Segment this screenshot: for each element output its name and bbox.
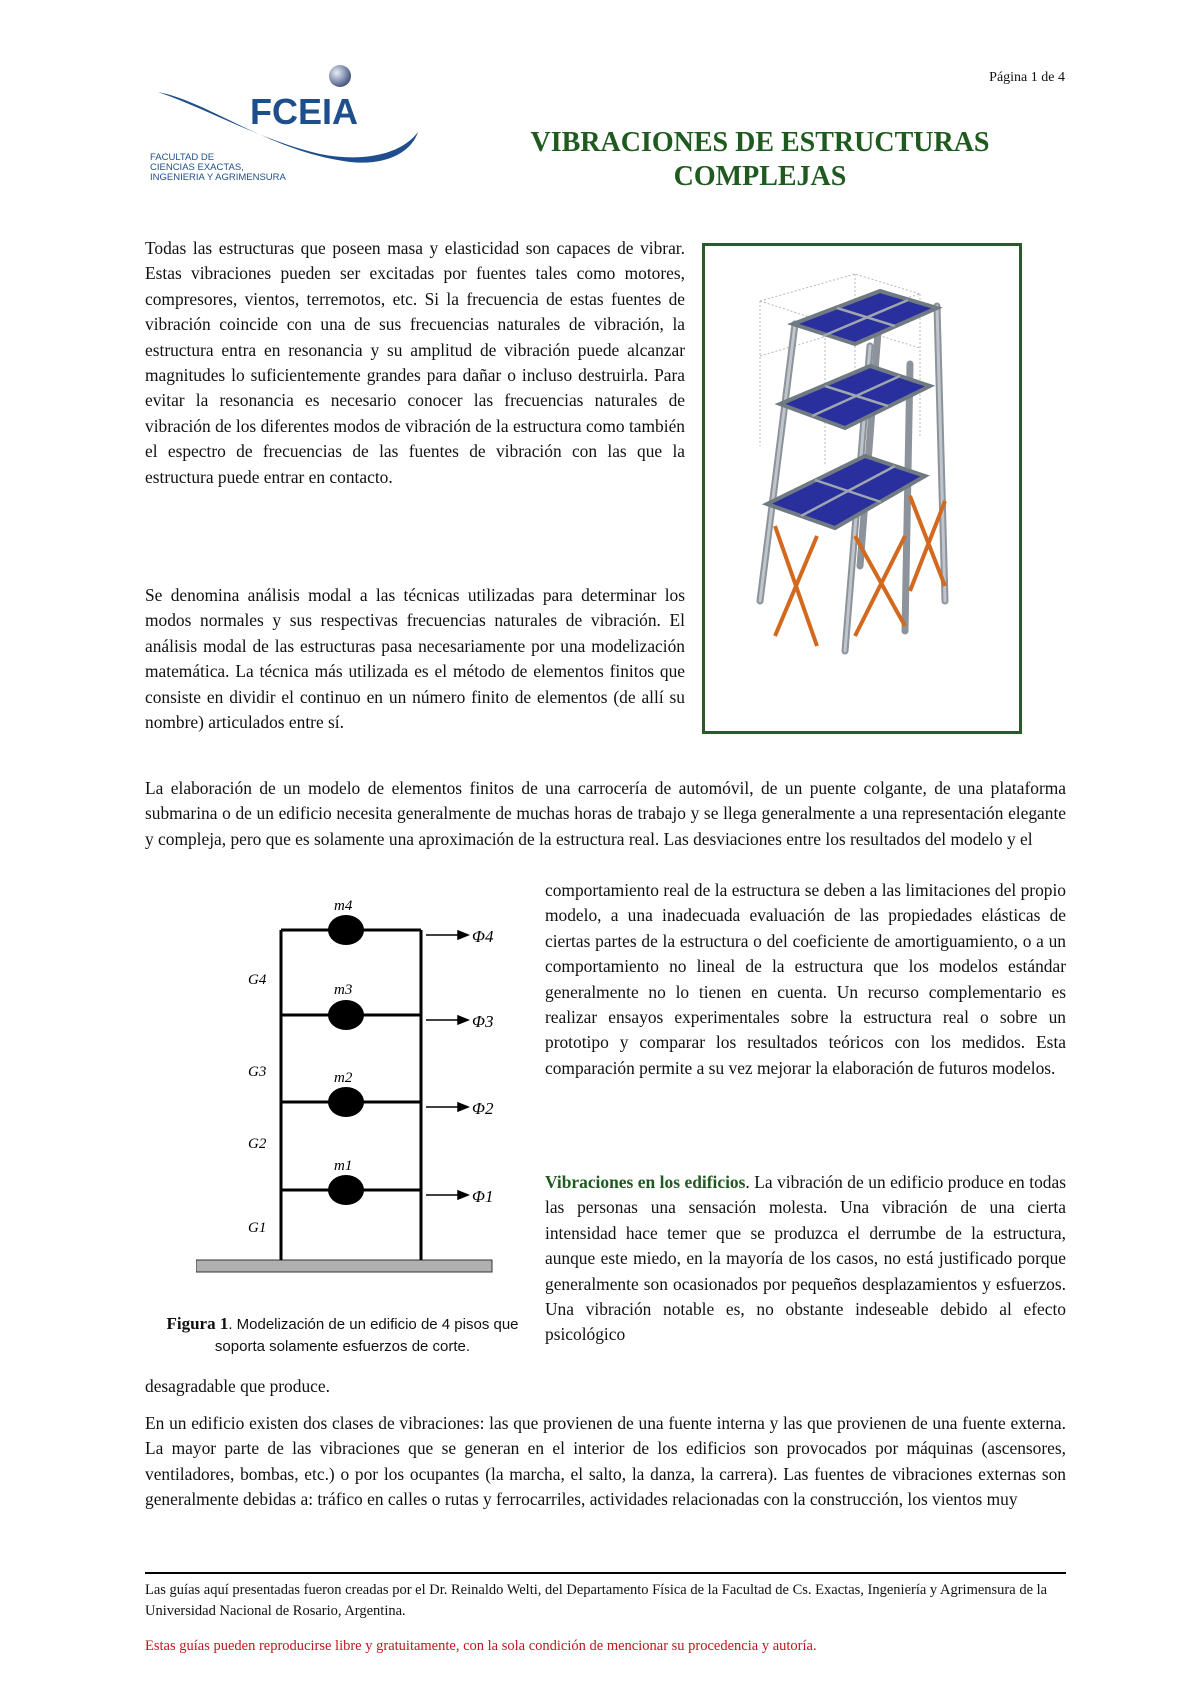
paragraph-4-tail: desagradable que produce. <box>145 1376 330 1396</box>
paragraph-3-continued: comportamiento real de la estructura se deben a las limitaciones del propio modelo, a una inadecuada evaluación de las propiedades elásticas de ciertas partes de la estructura o del coeficiente de amortiguamiento, o a un comportamiento no lineal de la estructura que los modelos estándar generalmente no lo tienen en cuenta. Un recurso complementario es realizar ensayos experimentales sobre la estructura real o sobre un prototipo y comparar los resultados teóricos con los medidos. Esta comparación permite a su vez mejorar la elaboración de futuros modelos. <box>545 880 1066 1078</box>
label-phi1: Φ1 <box>472 1187 494 1206</box>
caption-label: Figura 1 <box>166 1314 229 1333</box>
structure-3d-drawing <box>705 246 1019 731</box>
paragraph-5: En un edificio existen dos clases de vibraciones: las que provienen de una fuente interna y las que provienen de una fuente externa. La mayor parte de las vibraciones que se generan en el interior de los edificios son provocados por máquinas (ascensores, ventiladores, bombas, etc.) o por los ocupantes (la marcha, el salto, la danza, la carrera). Las fuentes de vibraciones externas son generalmente debidas a: tráfico en calles o rutas y ferrocarriles, actividades relacionadas con la construcción, los vientos muy <box>145 1413 1066 1510</box>
paragraph-2: Se denomina análisis modal a las técnicas utilizadas para determinar los modos normales y sus respectivas frecuencias naturales de vibración. El análisis modal de las estructuras pasa necesariamente por una modelización matemática. La técnica más utilizada es el método de elementos finitos que consiste en dividir el continuo en un número finito de elementos (de allí su nombre) articulados entre sí. <box>145 585 685 733</box>
label-g3: G3 <box>248 1064 267 1080</box>
logo-subtitle-2: CIENCIAS EXACTAS, <box>150 162 244 173</box>
paragraph-4 <box>545 1170 1066 1348</box>
mass-4 <box>328 915 364 945</box>
structure-3d-figure <box>702 243 1022 734</box>
footer-credits: Las guías aquí presentadas fueron creadas por el Dr. Reinaldo Welti, del Departamento Física de la Facultad de Cs. Exactas, Ingeniería y Agrimensura de la Universidad Nacional de Rosario, Argentina. <box>145 1582 1048 1619</box>
fceia-logo <box>150 62 430 202</box>
figure-1-caption <box>150 1313 535 1358</box>
title-line-1: VIBRACIONES DE ESTRUCTURAS <box>530 127 990 158</box>
label-g1: G1 <box>248 1220 267 1236</box>
label-m3: m3 <box>334 982 353 998</box>
label-m2: m2 <box>334 1070 353 1086</box>
caption-text: . Modelización de un edificio de 4 pisos que soporta solamente esfuerzos de corte. <box>214 1316 519 1355</box>
label-m4: m4 <box>334 898 353 914</box>
logo-subtitle-1: FACULTAD DE <box>150 152 215 163</box>
paragraph-4-text: . La vibración de un edificio produce en todas las personas una sensación molesta. Una vibración de una cierta intensidad hace temer que se produzca el derrumbe de la estructura, aunque este miedo, en la mayoría de los casos, no está justificado porque generalmente son ocasionados por pequeños desplazamientos y esfuerzos. Una vibración notable es, no obstante indeseable debido al efecto psicológico <box>545 1172 1066 1345</box>
figure-1-shear-building-model <box>196 880 541 1280</box>
page-number: Página 1 de 4 <box>989 70 1065 85</box>
paragraph-1: Todas las estructuras que poseen masa y elasticidad son capaces de vibrar. Estas vibraciones pueden ser excitadas por fuentes tales como motores, compresores, vientos, terremotos, etc. Si la frecuencia de estas fuentes de vibración coincide con una de sus frecuencias naturales de vibración, la estructura entra en resonancia y su amplitud de vibración puede alcanzar magnitudes lo suficientemente grandes para dañar o incluso destruirla. Para evitar la resonancia es necesario conocer las frecuencias naturales de vibración de los diferentes modos de vibración de la estructura como también el espectro de frecuencias de las fuentes de vibración con las que la estructura puede entrar en contacto. <box>145 238 685 487</box>
section-heading-vibraciones-edificios: Vibraciones en los edificios <box>545 1172 746 1192</box>
mass-2 <box>328 1087 364 1117</box>
mass-1 <box>328 1175 364 1205</box>
label-g2: G2 <box>248 1136 267 1152</box>
paragraph-3-intro: La elaboración de un modelo de elementos finitos de una carrocería de automóvil, de un puente colgante, de una plataforma submarina o de un edificio necesita generalmente de muchas horas de trabajo y se llega generalmente a una representación elegante y compleja, pero que es solamente una aproximación de la estructura real. Las desviaciones entre los resultados del modelo y el <box>145 778 1066 849</box>
logo-sphere-icon <box>329 65 351 87</box>
title-line-2: COMPLEJAS <box>673 161 847 192</box>
label-phi2: Φ2 <box>472 1099 494 1118</box>
mass-3 <box>328 1000 364 1030</box>
label-g4: G4 <box>248 972 267 988</box>
footer-license: Estas guías pueden reproducirse libre y gratuitamente, con la sola condición de mencionar su procedencia y autoría. <box>145 1638 817 1654</box>
footer-divider <box>145 1572 1066 1574</box>
label-phi3: Φ3 <box>472 1012 494 1031</box>
label-m1: m1 <box>334 1158 353 1174</box>
document-title <box>470 126 1050 194</box>
logo-name: FCEIA <box>250 91 358 132</box>
logo-subtitle-3: INGENIERIA Y AGRIMENSURA <box>150 172 286 183</box>
label-phi4: Φ4 <box>472 927 494 946</box>
ground-base <box>196 1260 492 1272</box>
